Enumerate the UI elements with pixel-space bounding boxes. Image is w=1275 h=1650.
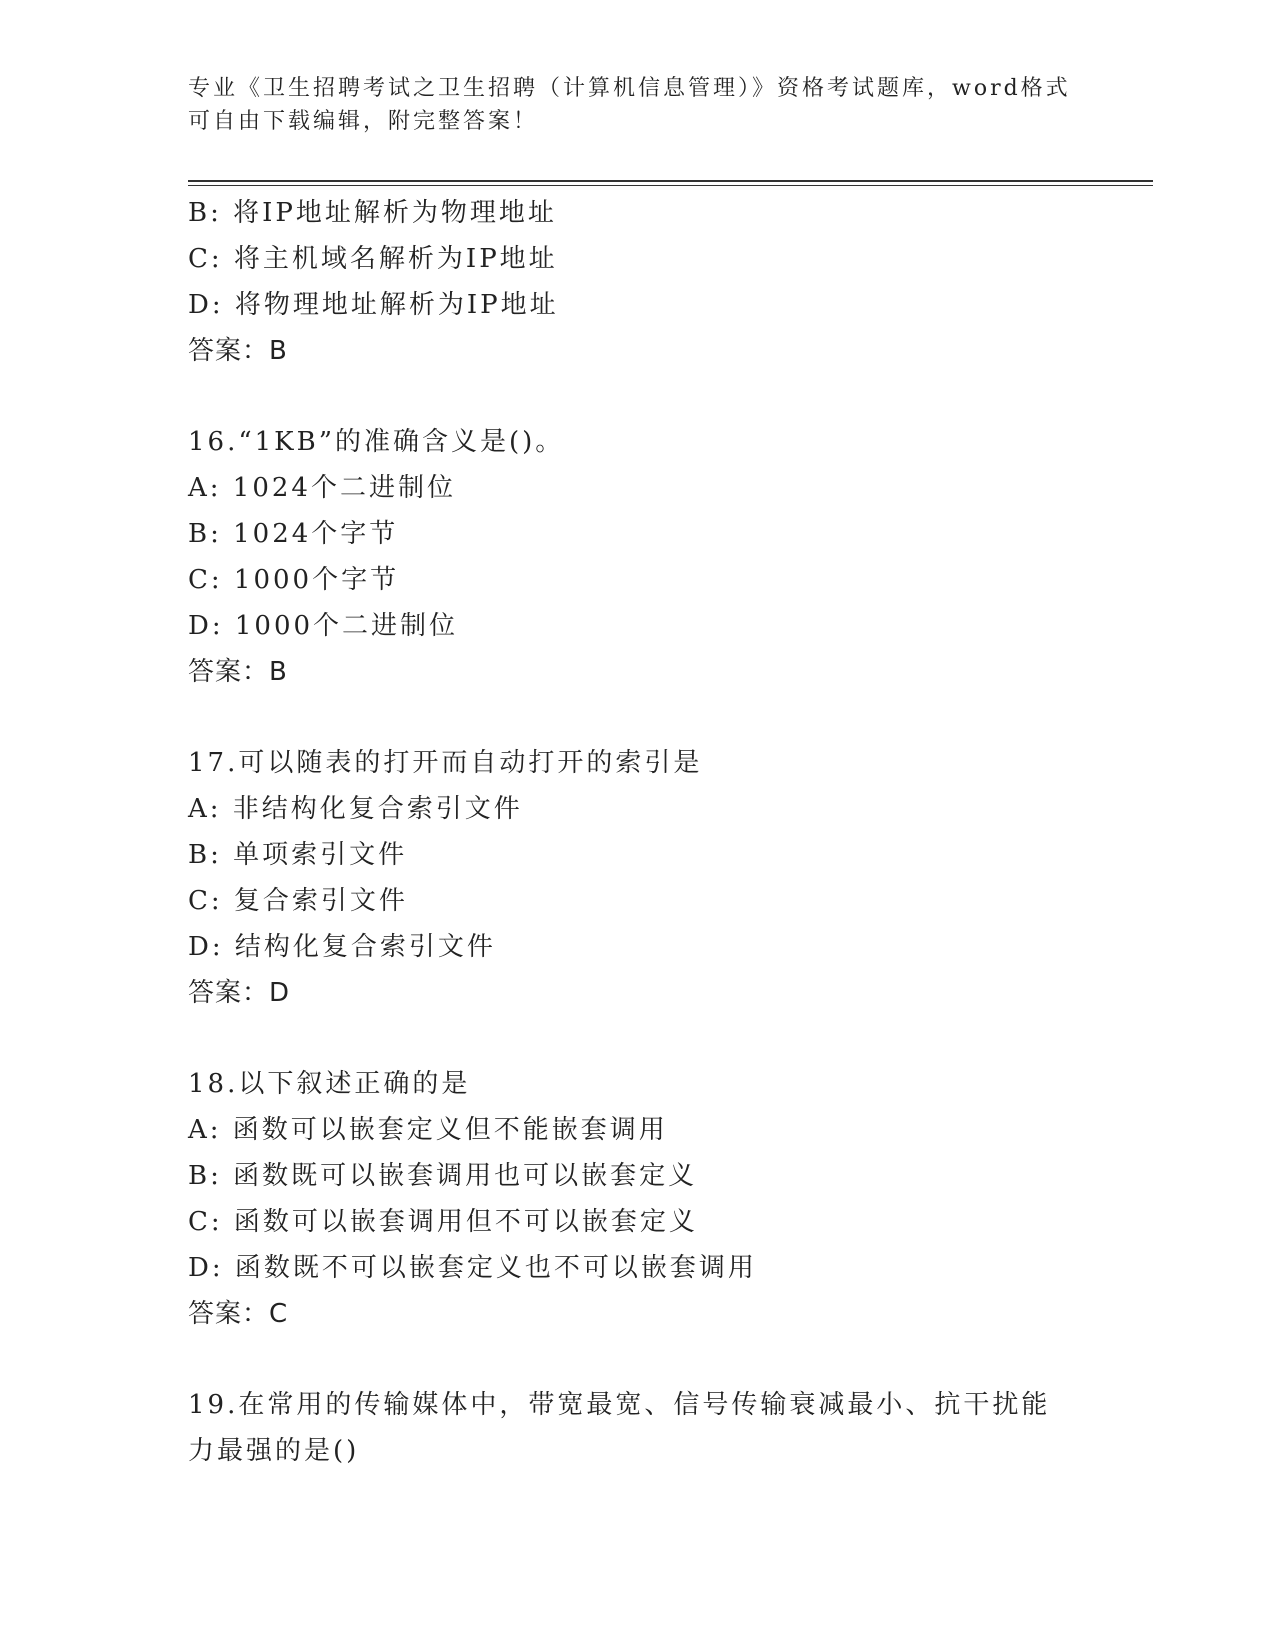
answer-line: 答案：B	[188, 336, 288, 366]
question-16	[188, 419, 1088, 695]
question-stem: 19.在常用的传输媒体中，带宽最宽、信号传输衰减最小、抗干扰能力最强的是()	[188, 1390, 1051, 1466]
option-a: A: 非结构化复合索引文件	[188, 794, 523, 824]
document-header	[188, 72, 1088, 138]
option-c: C: 函数可以嵌套调用但不可以嵌套定义	[188, 1207, 698, 1237]
option-c: C: 复合索引文件	[188, 886, 408, 916]
option-b: B: 1024个字节	[188, 519, 399, 549]
option-b: B: 将IP地址解析为物理地址	[188, 198, 557, 228]
answer-line: 答案：C	[188, 1299, 289, 1329]
option-d: D: 1000个二进制位	[188, 611, 459, 641]
option-d: D: 将物理地址解析为IP地址	[188, 290, 559, 320]
question-18	[188, 1061, 1088, 1337]
question-17	[188, 740, 1088, 1016]
question-15-tail	[188, 190, 1088, 374]
answer-line: 答案：B	[188, 657, 288, 687]
option-d: D: 函数既不可以嵌套定义也不可以嵌套调用	[188, 1253, 757, 1283]
option-b: B: 函数既可以嵌套调用也可以嵌套定义	[188, 1161, 698, 1191]
option-b: B: 单项索引文件	[188, 840, 408, 870]
question-stem: 16.“1KB”的准确含义是()。	[188, 427, 565, 457]
option-a: A: 函数可以嵌套定义但不能嵌套调用	[188, 1115, 668, 1145]
question-19	[188, 1382, 1088, 1474]
option-c: C: 将主机域名解析为IP地址	[188, 244, 558, 274]
option-a: A: 1024个二进制位	[188, 473, 456, 503]
question-stem: 18.以下叙述正确的是	[188, 1069, 471, 1099]
answer-line: 答案：D	[188, 978, 291, 1008]
question-stem: 17.可以随表的打开而自动打开的索引是	[188, 748, 703, 778]
option-c: C: 1000个字节	[188, 565, 400, 595]
header-line-1: 专业《卫生招聘考试之卫生招聘（计算机信息管理）》资格考试题库，word格式	[188, 76, 1071, 101]
option-d: D: 结构化复合索引文件	[188, 932, 496, 962]
question-list	[188, 190, 1088, 1474]
header-divider-thin	[188, 185, 1153, 186]
header-line-2: 可自由下载编辑，附完整答案！	[188, 109, 539, 134]
header-divider-thick	[188, 180, 1153, 182]
